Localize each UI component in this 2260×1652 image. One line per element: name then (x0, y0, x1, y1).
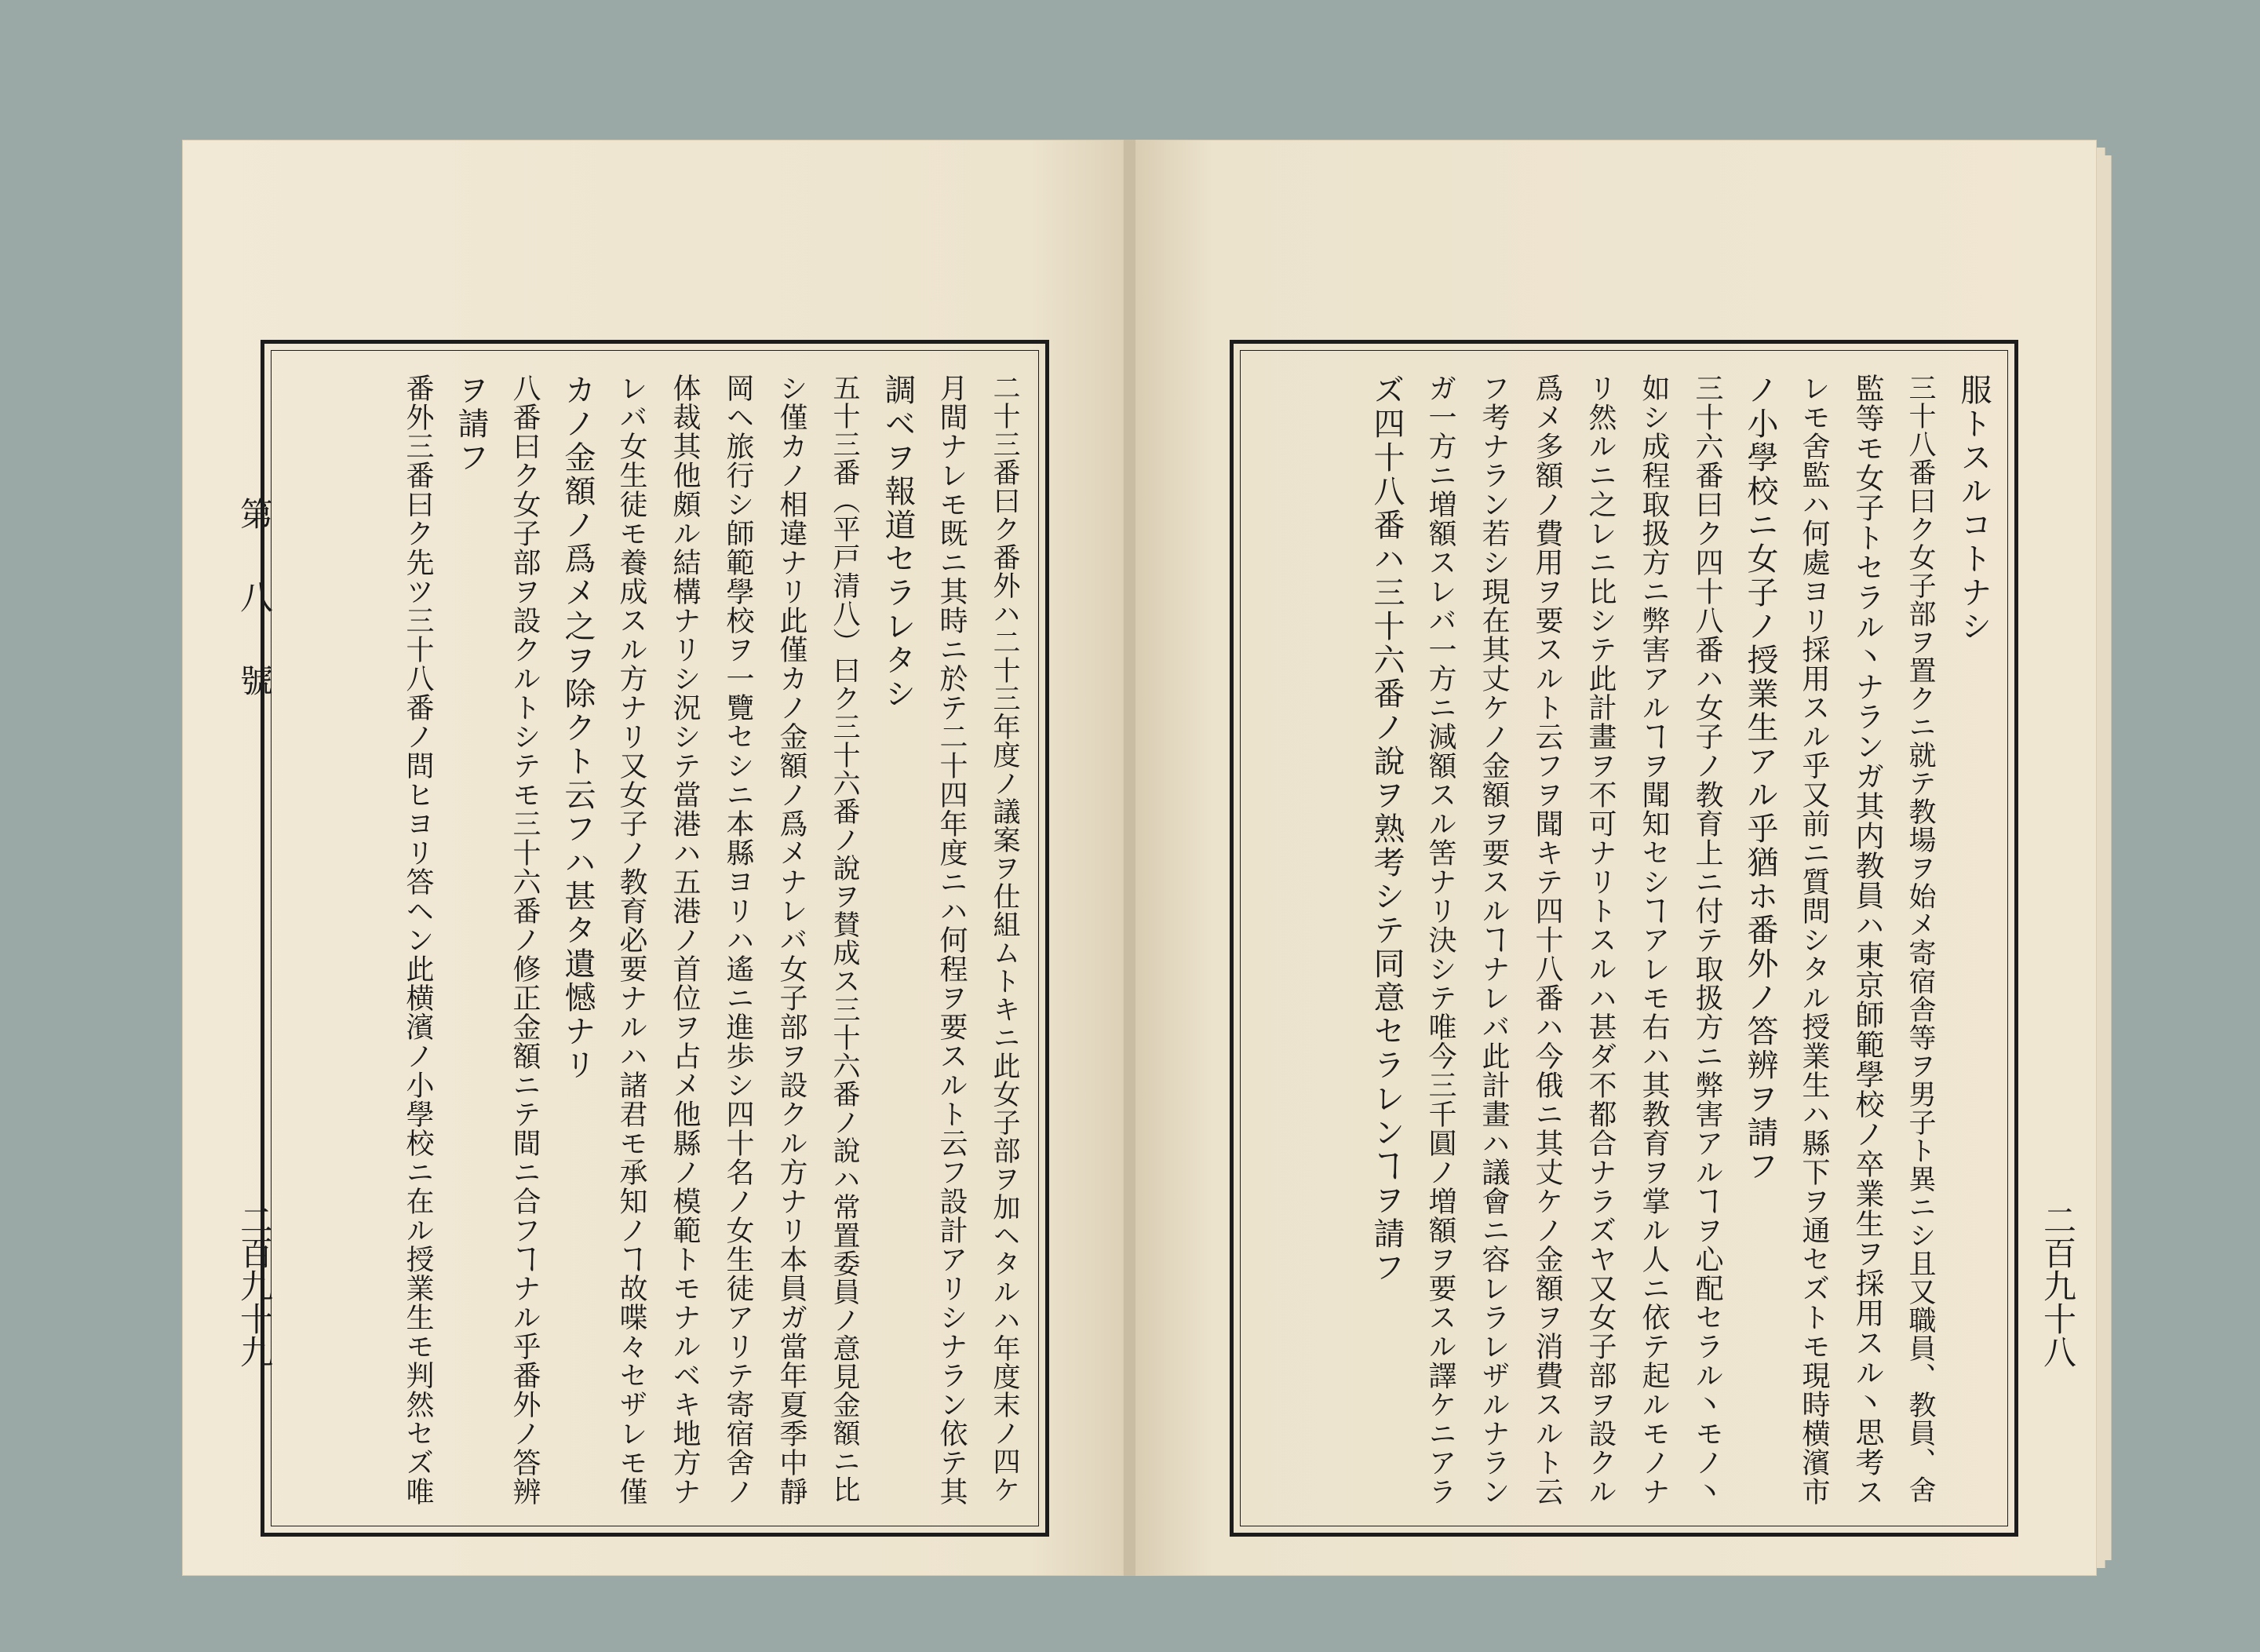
text-line: 調ベヲ報道セラレタシ (880, 374, 916, 711)
gutter (1124, 140, 1135, 1576)
text-line: ヲ請フ (453, 374, 489, 475)
text-line: 爲メ多額ノ費用ヲ要スルト云フヲ聞キテ四十八番ハ今俄ニ其丈ケノ金額ヲ消費スルト云 (1531, 374, 1563, 1506)
page-number: 二百九十八 (2039, 1203, 2077, 1368)
text-line: ズ四十八番ハ三十六番ノ說ヲ熟考シテ同意セラレンヿヲ請フ (1369, 374, 1405, 1285)
text-line: ガ一方ニ増額スレバ一方ニ減額スル筈ナリ決シテ唯今三千圓ノ増額ヲ要スル譯ケニアラ (1424, 374, 1456, 1506)
text-columns (282, 374, 1028, 1509)
text-line: リ然ルニ之レニ比シテ此計畫ヲ不可ナリトスルハ甚ダ不都合ナラズヤ又女子部ヲ設クル (1584, 374, 1617, 1506)
left-page (182, 140, 1124, 1576)
issue-label: 第八號 (235, 497, 274, 746)
text-line: カノ金額ノ爲メ之ヲ除クト云フハ甚タ遺憾ナリ (560, 374, 596, 1082)
text-line: 岡ヘ旅行シ師範學校ヲ一覽セシニ本縣ヨリハ遙ニ進歩シ四十名ノ女生徒アリテ寄宿舍ノ (722, 374, 754, 1506)
text-line: 八番曰ク女子部ヲ設クルトシテモ三十六番ノ修正金額ニテ間ニ合フヿナル乎番外ノ答辨 (508, 374, 541, 1506)
page-number: 二百九十九 (235, 1203, 274, 1368)
book-spread (182, 140, 2097, 1576)
text-line: 監等モ女子トセラル丶ナランガ其内教員ハ東京師範學校ノ卒業生ヲ採用スル丶思考ス (1850, 374, 1884, 1507)
text-line: レバ女生徒モ養成スル方ナリ又女子ノ教育必要ナルハ諸君モ承知ノヿ故喋々セザレモ僅 (615, 374, 647, 1506)
text-line: 体裁其他頗ル結構ナリシ況シテ當港ハ五港ノ首位ヲ占メ他縣ノ模範トモナルベキ地方ナ (669, 374, 701, 1506)
text-line: レモ舍監ハ何處ヨリ採用スル乎又前ニ質問シタル授業生ハ縣下ヲ通セズトモ現時横濱市 (1798, 374, 1830, 1506)
right-page (1135, 140, 2097, 1576)
text-line: シ僅カノ相違ナリ此僅カノ金額ノ爲メナレバ女子部ヲ設クル方ナリ本員ガ當年夏季中靜 (775, 374, 807, 1506)
page-edge (2105, 155, 2112, 1560)
text-columns (1251, 374, 1997, 1509)
text-line: 三十六番曰ク四十八番ハ女子ノ教育上ニ付テ取扱方ニ弊害アルヿヲ心配セラル丶モノ丶 (1691, 374, 1723, 1506)
text-frame (261, 340, 1049, 1537)
text-line: 二十三番曰ク番外ハ二十三年度ノ議案ヲ仕組ムトキニ此女子部ヲ加ヘタルハ年度末ノ四ケ (989, 374, 1020, 1504)
text-line: フ考ナラン若シ現在其丈ケノ金額ヲ要スルヿナレバ此計畫ハ議會ニ容レラレザルナラン (1478, 374, 1510, 1506)
text-line: 服トスルコトナシ (1956, 374, 1992, 644)
text-line: 五十三番（平戸清八）曰ク三十六番ノ說ヲ賛成ス三十六番ノ說ハ常置委員ノ意見金額ニ比 (829, 374, 860, 1504)
text-line: 如シ成程取扱方ニ弊害アルヿヲ聞知セシヿアレモ右ハ其教育ヲ掌ル人ニ依テ起ルモノナ (1638, 374, 1670, 1506)
text-frame (1230, 340, 2018, 1537)
text-line: 月間ナレモ既ニ其時ニ於テ二十四年度ニハ何程ヲ要スルト云フ設計アリシナラン依テ其 (935, 374, 968, 1506)
text-line: ノ小學校ニ女子ノ授業生アル乎猶ホ番外ノ答辨ヲ請フ (1742, 374, 1778, 1183)
text-line: 番外三番曰ク先ツ三十八番ノ問ヒヨリ答ヘン此横濱ノ小學校ニ在ル授業生モ判然セズ唯 (402, 374, 434, 1506)
text-line: 三十八番曰ク女子部ヲ置クニ就テ教場ヲ始メ寄宿舎等ヲ男子ト異ニシ且又職員、教員、舍 (1905, 374, 1936, 1504)
